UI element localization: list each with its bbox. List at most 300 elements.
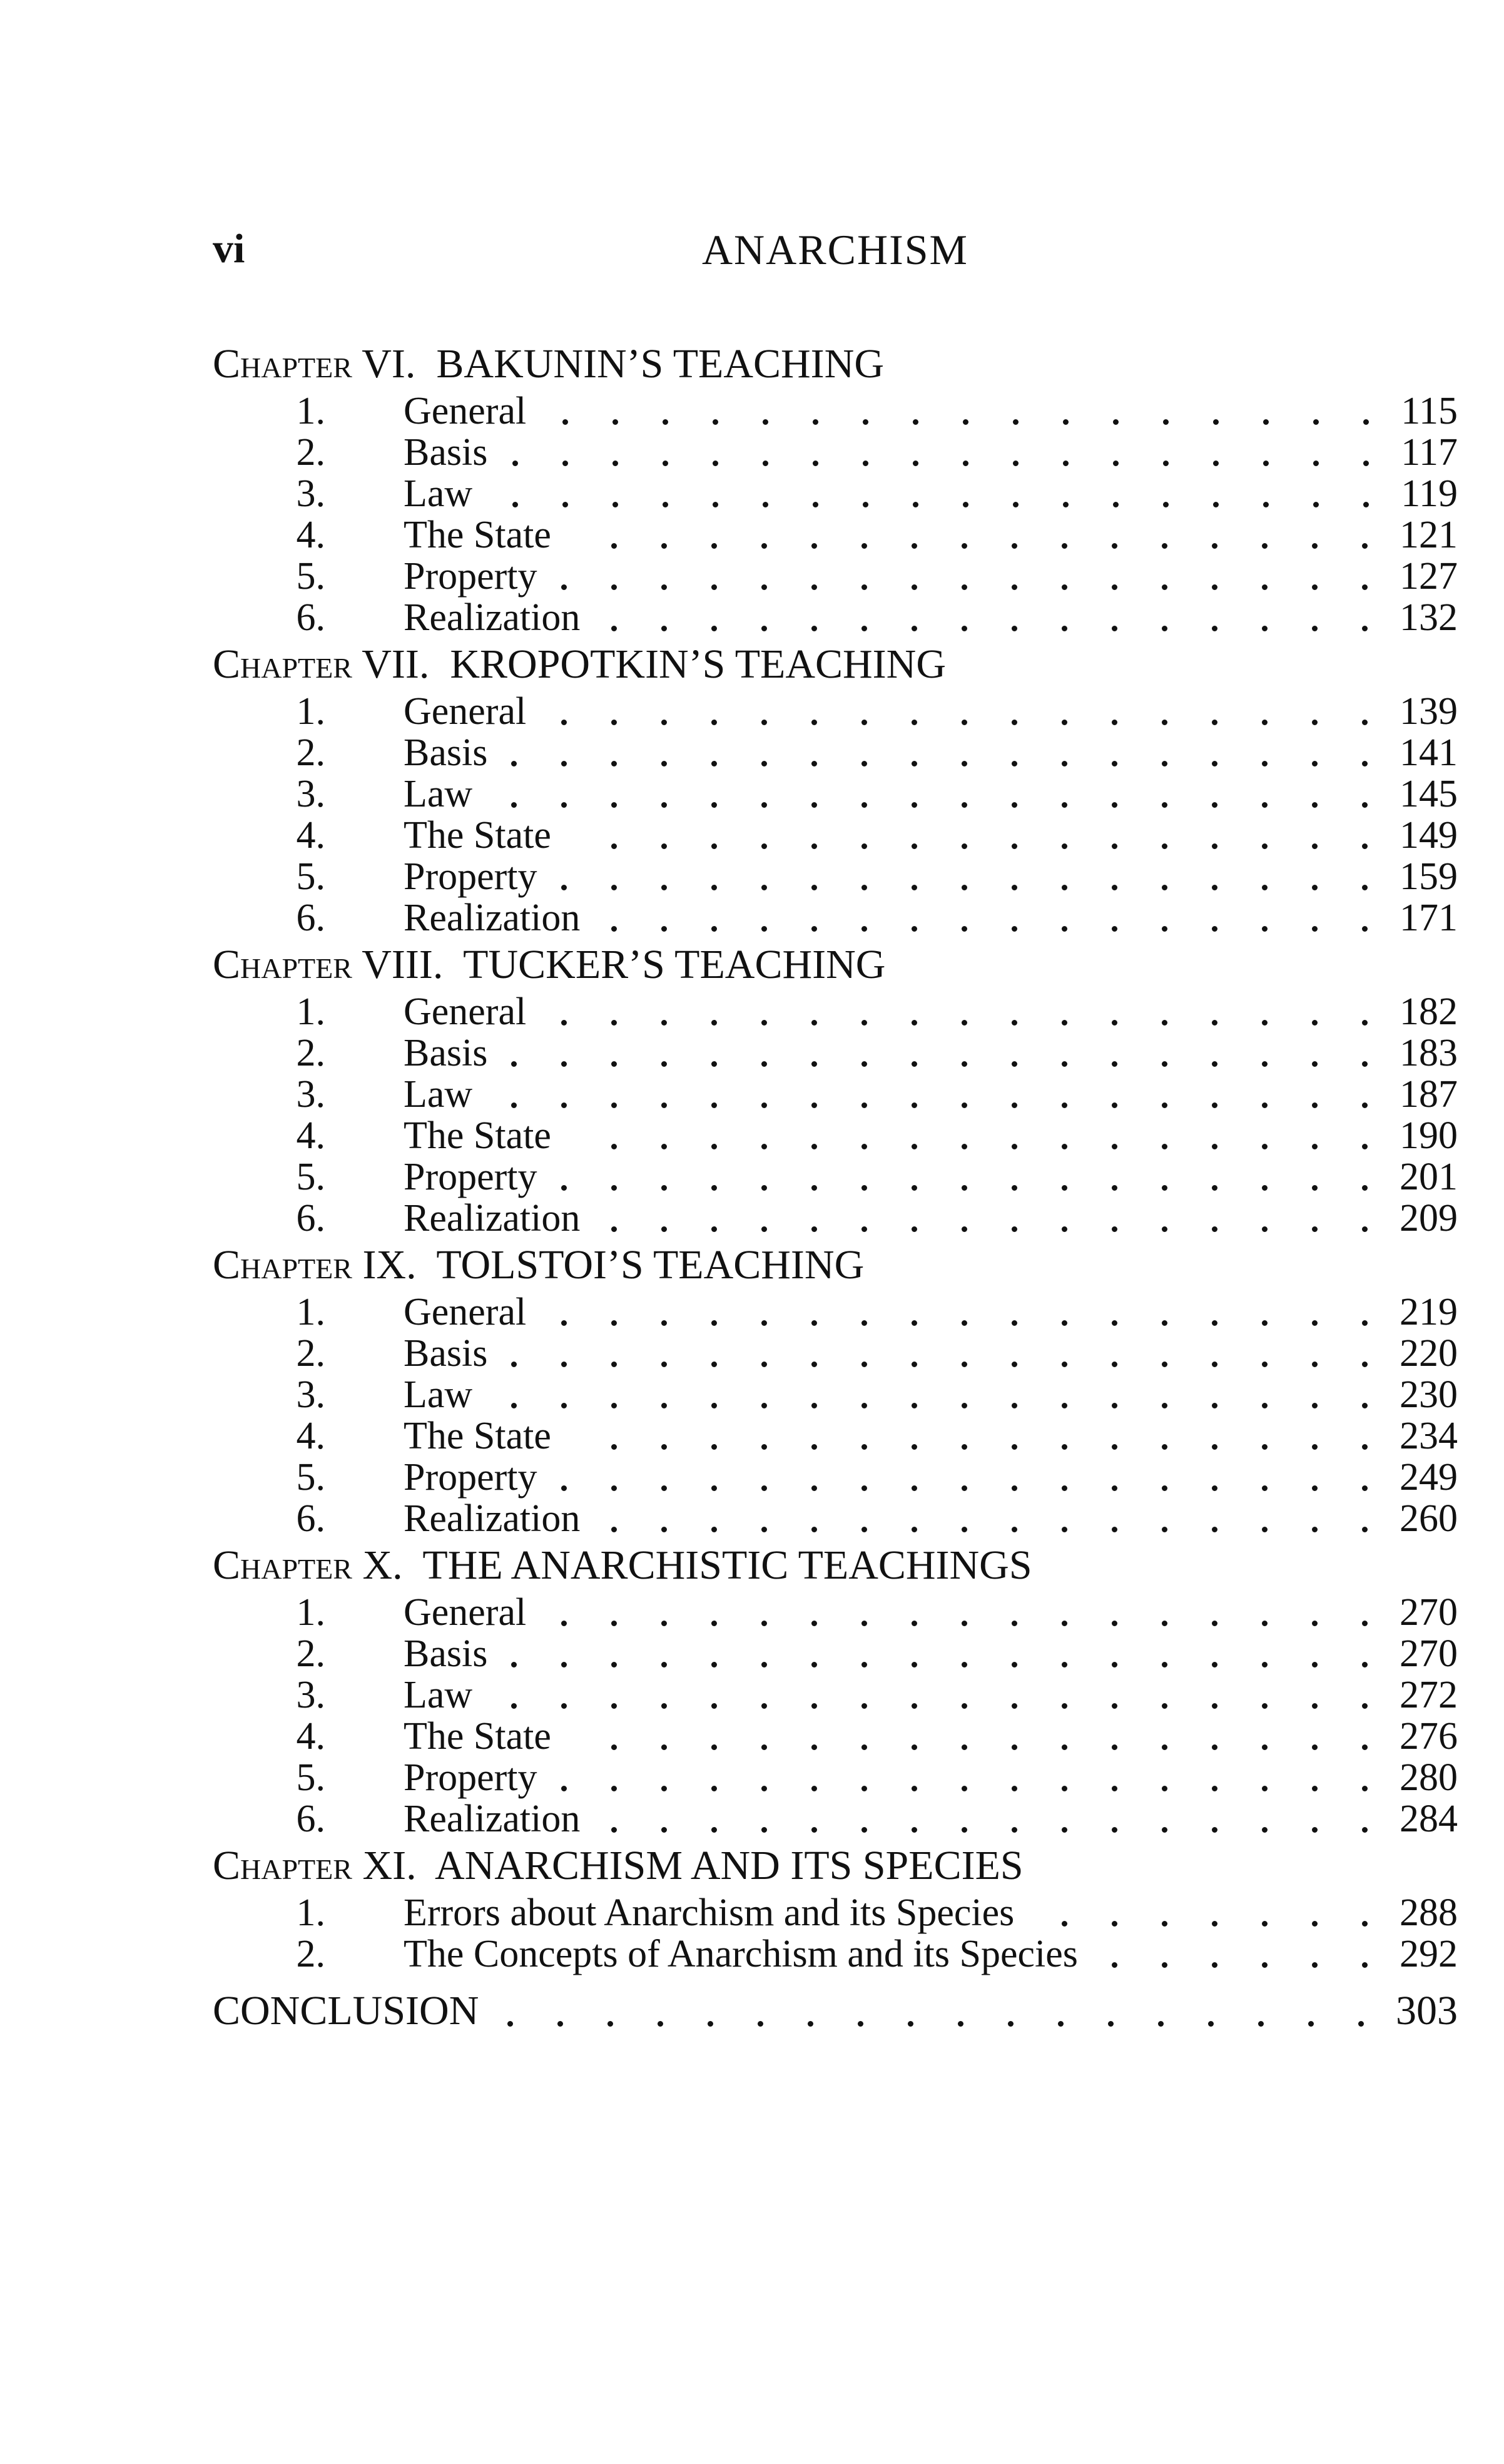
entry-number-text: 1. — [296, 1891, 325, 1934]
leader-dot — [711, 1020, 717, 1026]
leader-dot — [1362, 720, 1368, 725]
toc-entry[interactable] — [213, 1198, 1458, 1239]
leader-dot — [1213, 419, 1219, 425]
leader-dot — [1312, 584, 1318, 590]
entry-label: Realization — [404, 1197, 581, 1240]
leader-dot — [912, 1786, 917, 1791]
leader-dot — [1062, 1144, 1067, 1149]
leader-dot — [711, 1621, 717, 1626]
leader-dot — [861, 1827, 867, 1833]
leader-dot — [611, 1621, 617, 1626]
leader-dot — [1012, 1226, 1017, 1232]
leader-dot — [861, 720, 867, 725]
leader-dot — [1312, 1061, 1318, 1067]
entry-page-number: 276 — [1400, 1715, 1458, 1758]
leader-dot — [1112, 626, 1117, 631]
leader-dot — [661, 1703, 667, 1709]
leader-dot — [1162, 885, 1167, 890]
entry-page-number: 187 — [1400, 1073, 1458, 1116]
leader-dot — [711, 1185, 717, 1191]
toc-entry[interactable] — [213, 691, 1458, 732]
leader-dot — [913, 502, 918, 507]
toc-entry[interactable] — [213, 1716, 1458, 1757]
leader-dot — [963, 419, 968, 425]
leader-dot — [1258, 2021, 1264, 2027]
leader-dot — [962, 1185, 967, 1191]
leader-dot — [1212, 1621, 1217, 1626]
leader-dot — [611, 843, 617, 849]
entry-page-number: 230 — [1400, 1373, 1458, 1416]
leader-dot — [1162, 1621, 1167, 1626]
leader-dot — [1062, 1320, 1067, 1326]
leader-dot — [512, 461, 518, 466]
entry-number-text: 5. — [296, 555, 325, 598]
leader-dot — [912, 1226, 917, 1232]
entry-page-number: 182 — [1400, 990, 1458, 1033]
leader-dot — [1312, 761, 1318, 766]
leader-dot — [761, 1320, 767, 1326]
leader-dot — [1063, 419, 1069, 425]
leader-dot — [711, 1061, 717, 1067]
leader-dot — [861, 1662, 867, 1667]
leader-dot — [661, 1744, 667, 1750]
leader-dot — [711, 1662, 717, 1667]
chapter-heading[interactable] — [213, 338, 1458, 390]
leader-dot — [1362, 1320, 1368, 1326]
leader-dot — [1062, 885, 1067, 890]
leader-dot — [1162, 761, 1167, 766]
leader-dot — [1113, 502, 1119, 507]
entry-page-number: 280 — [1400, 1756, 1458, 1799]
leader-dot — [912, 1403, 917, 1408]
toc-entry[interactable] — [213, 897, 1458, 939]
leader-dot — [661, 1621, 667, 1626]
chapter-title: VII. KROPOTKIN’S TEACHING — [362, 641, 946, 687]
leader-dot — [1312, 1444, 1318, 1450]
leader-dot — [1112, 1827, 1117, 1833]
entry-page-number: 145 — [1400, 773, 1458, 815]
leader-dot — [1212, 1962, 1217, 1968]
leader-dot — [1212, 1921, 1217, 1927]
entry-page-number: 190 — [1400, 1114, 1458, 1157]
leader-dot — [861, 1320, 867, 1326]
conclusion-page-number: 303 — [1396, 1988, 1458, 2034]
leader-dot — [912, 543, 917, 549]
leader-dot — [711, 1226, 717, 1232]
leader-dot — [1112, 1921, 1117, 1927]
leader-dot — [1262, 1320, 1268, 1326]
toc-entry[interactable] — [213, 1798, 1458, 1840]
leader-dot — [1012, 1786, 1017, 1791]
toc-entry[interactable] — [213, 514, 1458, 556]
leader-dot — [962, 720, 967, 725]
toc-entry[interactable] — [213, 773, 1458, 815]
leader-dot — [811, 584, 817, 590]
leader-dot — [811, 1144, 817, 1149]
entry-page-number: 171 — [1400, 897, 1458, 939]
leader-dot — [1063, 502, 1069, 507]
leader-dot — [511, 761, 517, 766]
entry-page-number: 272 — [1400, 1674, 1458, 1716]
leader-dot — [912, 1144, 917, 1149]
leader-dot — [1312, 1921, 1318, 1927]
entry-label: Property — [404, 1156, 537, 1198]
leader-dot — [1313, 419, 1319, 425]
entry-label: Basis — [404, 731, 488, 774]
leader-dot — [661, 1786, 667, 1791]
leader-dot — [611, 1527, 617, 1532]
leader-dot — [1012, 1403, 1017, 1408]
leader-dot — [763, 419, 768, 425]
leader-dot — [661, 1403, 667, 1408]
leader-dot — [611, 1485, 617, 1491]
leader-dot — [711, 1403, 717, 1408]
leader-dot — [611, 1020, 617, 1026]
dot-leaders — [213, 1674, 1458, 1716]
leader-dot — [861, 626, 867, 631]
toc-entry[interactable] — [213, 1032, 1458, 1074]
entry-number-text: 3. — [296, 1373, 325, 1416]
entry-label: The State — [404, 514, 551, 556]
leader-dot — [1062, 1444, 1067, 1450]
leader-dot — [561, 1102, 567, 1108]
leader-dot — [811, 1320, 817, 1326]
toc-entry[interactable] — [213, 1415, 1458, 1457]
leader-dot — [811, 626, 817, 631]
toc-entry[interactable] — [213, 1892, 1458, 1933]
leader-dot — [811, 1527, 817, 1532]
toc-entry[interactable] — [213, 1374, 1458, 1415]
toc-entry[interactable] — [213, 597, 1458, 638]
leader-dot — [611, 926, 617, 932]
chapter-heading[interactable] — [213, 1239, 1458, 1291]
leader-dot — [661, 584, 667, 590]
leader-dot — [761, 802, 767, 808]
leader-dot — [1012, 1020, 1017, 1026]
toc-entry[interactable] — [213, 432, 1458, 473]
leader-dot — [963, 502, 968, 507]
entry-label: Law — [404, 773, 473, 815]
toc-entry[interactable] — [213, 991, 1458, 1032]
toc-entry[interactable] — [213, 1457, 1458, 1498]
chapter-title: X. THE ANARCHISTIC TEACHINGS — [362, 1542, 1032, 1588]
leader-dot — [1062, 720, 1067, 725]
leader-dot — [612, 502, 618, 507]
leader-dot — [1112, 1662, 1117, 1667]
chapter-prefix: Chapter — [213, 1242, 352, 1288]
toc-entry[interactable] — [213, 1074, 1458, 1115]
leader-dot — [1062, 1703, 1067, 1709]
leader-dot — [561, 761, 567, 766]
leader-dot — [1112, 1403, 1117, 1408]
leader-dot — [1362, 1827, 1368, 1833]
leader-dot — [962, 1786, 967, 1791]
leader-dot — [1212, 1320, 1217, 1326]
leader-dot — [1262, 1403, 1268, 1408]
toc-entry[interactable] — [213, 390, 1458, 432]
dot-leaders — [213, 773, 1458, 815]
leader-dot — [661, 1362, 667, 1367]
leader-dot — [912, 1444, 917, 1450]
leader-dot — [1162, 1703, 1167, 1709]
entry-label: The State — [404, 1415, 551, 1457]
leader-dot — [1112, 843, 1117, 849]
leader-dot — [1112, 761, 1117, 766]
leader-dot — [1162, 1144, 1167, 1149]
chapter-heading[interactable] — [213, 1539, 1458, 1592]
leader-dot — [711, 761, 717, 766]
entry-number-text: 4. — [296, 1715, 325, 1758]
leader-dot — [711, 1703, 717, 1709]
leader-dot — [661, 843, 667, 849]
toc-entry[interactable] — [213, 1757, 1458, 1798]
entry-number-text: 5. — [296, 855, 325, 898]
toc-entry[interactable] — [213, 856, 1458, 897]
leader-dot — [1112, 1362, 1117, 1367]
leader-dot — [761, 1362, 767, 1367]
leader-dot — [1262, 1621, 1268, 1626]
leader-dot — [1262, 1662, 1268, 1667]
leader-dot — [1112, 1744, 1117, 1750]
leader-dot — [861, 761, 867, 766]
leader-dot — [863, 461, 868, 466]
leader-dot — [1312, 543, 1318, 549]
leader-dot — [811, 720, 817, 725]
leader-dot — [1113, 419, 1119, 425]
dot-leaders — [213, 815, 1458, 856]
leader-dot — [1112, 1061, 1117, 1067]
leader-dot — [1362, 1403, 1368, 1408]
leader-dot — [1262, 1703, 1268, 1709]
leader-dot — [962, 1827, 967, 1833]
leader-dot — [861, 1485, 867, 1491]
entry-label: Errors about Anarchism and its Species — [404, 1891, 1015, 1934]
leader-dot — [1162, 1020, 1167, 1026]
toc-entry[interactable] — [213, 1498, 1458, 1539]
leader-dot — [1308, 2021, 1314, 2027]
leader-dot — [1362, 1185, 1368, 1191]
leader-dot — [1112, 720, 1117, 725]
leader-dot — [661, 1444, 667, 1450]
leader-dot — [861, 1185, 867, 1191]
leader-dot — [511, 1662, 517, 1667]
chapter-heading[interactable] — [213, 1840, 1458, 1892]
leader-dot — [1013, 461, 1019, 466]
toc-entry[interactable] — [213, 1291, 1458, 1333]
leader-dot — [1162, 1962, 1167, 1968]
leader-dot — [761, 761, 767, 766]
leader-dot — [1312, 1621, 1318, 1626]
dot-leaders — [213, 1291, 1458, 1333]
leader-dot — [561, 1786, 567, 1791]
leader-dot — [1062, 1921, 1067, 1927]
leader-dot — [713, 461, 718, 466]
leader-dot — [1012, 1362, 1017, 1367]
leader-dot — [1162, 626, 1167, 631]
dot-leaders — [213, 856, 1458, 897]
leader-dot — [1062, 1020, 1067, 1026]
dot-leaders — [213, 991, 1458, 1032]
leader-dot — [1162, 1102, 1167, 1108]
leader-dot — [661, 926, 667, 932]
leader-dot — [1362, 1921, 1368, 1927]
toc-entry[interactable] — [213, 1156, 1458, 1198]
leader-dot — [761, 1485, 767, 1491]
leader-dot — [1112, 543, 1117, 549]
leader-dot — [1212, 1703, 1217, 1709]
toc-entry[interactable] — [213, 1674, 1458, 1716]
entry-number-text: 6. — [296, 1497, 325, 1540]
leader-dot — [1112, 1226, 1117, 1232]
entry-page-number: 288 — [1400, 1891, 1458, 1934]
toc-entry[interactable] — [213, 1115, 1458, 1156]
leader-dot — [962, 1485, 967, 1491]
leader-dot — [1363, 461, 1369, 466]
leader-dot — [811, 1744, 817, 1750]
entry-label: General — [404, 990, 527, 1033]
dot-leaders — [213, 597, 1458, 638]
leader-dot — [1112, 926, 1117, 932]
leader-dot — [1362, 1786, 1368, 1791]
entry-page-number: 139 — [1400, 690, 1458, 733]
leader-dot — [1363, 419, 1369, 425]
leader-dot — [912, 1744, 917, 1750]
leader-dot — [962, 843, 967, 849]
leader-dot — [1012, 1144, 1017, 1149]
leader-dot — [811, 1362, 817, 1367]
leader-dot — [1262, 543, 1268, 549]
toc-entry[interactable] — [213, 1933, 1458, 1975]
leader-dot — [761, 1444, 767, 1450]
leader-dot — [761, 926, 767, 932]
leader-dot — [1312, 1744, 1318, 1750]
leader-dot — [611, 1662, 617, 1667]
leader-dot — [1212, 1827, 1217, 1833]
entry-page-number: 183 — [1400, 1032, 1458, 1074]
leader-dot — [1362, 1621, 1368, 1626]
entry-page-number: 159 — [1400, 855, 1458, 898]
leader-dot — [1012, 584, 1017, 590]
leader-dot — [611, 1226, 617, 1232]
leader-dot — [861, 926, 867, 932]
conclusion-entry[interactable] — [213, 1981, 1458, 2041]
leader-dot — [711, 1144, 717, 1149]
leader-dot — [611, 1703, 617, 1709]
toc-entry[interactable] — [213, 1592, 1458, 1633]
leader-dot — [962, 626, 967, 631]
leader-dot — [661, 626, 667, 631]
leader-dot — [711, 626, 717, 631]
entry-number-text: 6. — [296, 1197, 325, 1240]
leader-dot — [1362, 1144, 1368, 1149]
leader-dot — [1362, 885, 1368, 890]
entry-label: Law — [404, 472, 473, 515]
dot-leaders — [213, 514, 1458, 556]
leader-dot — [761, 1020, 767, 1026]
chapter-section — [213, 939, 1458, 1239]
toc-entry[interactable] — [213, 732, 1458, 773]
leader-dot — [1362, 543, 1368, 549]
leader-dot — [711, 1786, 717, 1791]
leader-dot — [1312, 1827, 1318, 1833]
leader-dot — [561, 1061, 567, 1067]
leader-dot — [1112, 1185, 1117, 1191]
leader-dot — [658, 2021, 663, 2027]
entry-number-text: 1. — [296, 1591, 325, 1634]
leader-dot — [913, 461, 918, 466]
toc-entry[interactable] — [213, 473, 1458, 514]
entry-page-number: 209 — [1400, 1197, 1458, 1240]
leader-dot — [1312, 1020, 1318, 1026]
leader-dot — [811, 1786, 817, 1791]
leader-dot — [763, 461, 768, 466]
entry-label: Realization — [404, 596, 581, 639]
toc-entry[interactable] — [213, 1333, 1458, 1374]
leader-dot — [561, 1703, 567, 1709]
leader-dot — [1062, 626, 1067, 631]
leader-dot — [1263, 502, 1269, 507]
chapter-heading[interactable] — [213, 638, 1458, 691]
leader-dot — [611, 1744, 617, 1750]
entry-number-text: 4. — [296, 514, 325, 556]
chapter-heading[interactable] — [213, 939, 1458, 991]
leader-dot — [861, 1020, 867, 1026]
leader-dot — [711, 802, 717, 808]
leader-dot — [861, 1061, 867, 1067]
leader-dot — [711, 1444, 717, 1450]
leader-dot — [1212, 802, 1217, 808]
leader-dot — [661, 1485, 667, 1491]
leader-dot — [912, 802, 917, 808]
dot-leaders — [213, 1074, 1458, 1115]
leader-dot — [1312, 1362, 1318, 1367]
page-number: vi — [213, 226, 245, 272]
chapter-section — [213, 1840, 1458, 1975]
leader-dot — [813, 502, 818, 507]
leader-dot — [912, 1621, 917, 1626]
leader-dot — [1263, 461, 1269, 466]
leader-dot — [811, 802, 817, 808]
leader-dot — [1162, 802, 1167, 808]
leader-dot — [861, 1403, 867, 1408]
leader-dot — [761, 1185, 767, 1191]
leader-dot — [1013, 419, 1019, 425]
leader-dot — [1012, 761, 1017, 766]
leader-dot — [1062, 1786, 1067, 1791]
leader-dot — [1262, 1362, 1268, 1367]
leader-dot — [663, 419, 668, 425]
leader-dot — [761, 543, 767, 549]
leader-dot — [863, 502, 868, 507]
leader-dot — [711, 843, 717, 849]
leader-dot — [1362, 1061, 1368, 1067]
leader-dot — [611, 543, 617, 549]
toc-entry[interactable] — [213, 556, 1458, 597]
toc-entry[interactable] — [213, 815, 1458, 856]
leader-dot — [1012, 1827, 1017, 1833]
leader-dot — [1062, 802, 1067, 808]
leader-dot — [1212, 1403, 1217, 1408]
leader-dot — [1162, 584, 1167, 590]
leader-dot — [1062, 1403, 1067, 1408]
leader-dot — [912, 1320, 917, 1326]
entry-label: Basis — [404, 431, 488, 474]
leader-dot — [1062, 1185, 1067, 1191]
toc-entry[interactable] — [213, 1633, 1458, 1674]
leader-dot — [1262, 584, 1268, 590]
entry-number-text: 4. — [296, 1415, 325, 1457]
leader-dot — [1312, 1403, 1318, 1408]
